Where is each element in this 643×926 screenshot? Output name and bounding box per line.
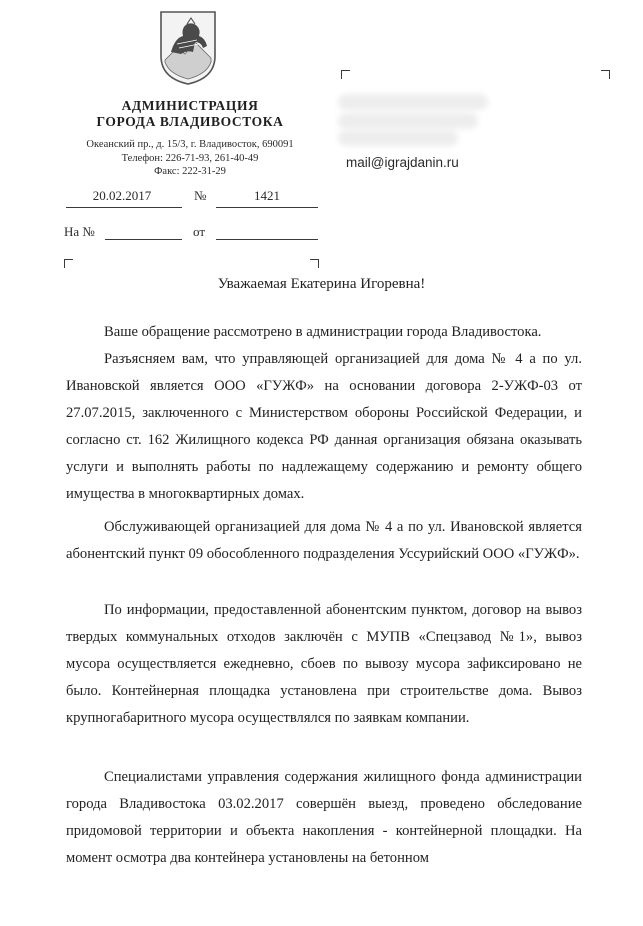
- address-corner-mark-left: [64, 259, 73, 268]
- reg-number-label: №: [194, 188, 207, 203]
- ref-from-underline: [216, 239, 318, 240]
- org-fax: Факс: 222-31-29: [154, 166, 226, 177]
- ref-number-label: На №: [64, 224, 95, 239]
- redacted-addressee-line: [338, 113, 478, 129]
- redacted-addressee-line: [338, 94, 488, 110]
- org-name-line1: АДМИНИСТРАЦИЯ: [121, 98, 259, 113]
- org-address: Океанский пр., д. 15/3, г. Владивосток, 690091: [86, 139, 294, 150]
- paragraph-4: По информации, предоставленной абонентским пунктом, договор на вывоз твердых коммунальных отходов заключён с МУПВ «Спецзавод №1», вывоз мусора осуществляется ежедневно, сбоев по вывозу мусора зафиксировано не было. Контейнерная площадка установлена при строительстве дома. Вывоз крупногабаритного мусора осуществлялся по заявкам компании.: [66, 602, 582, 726]
- addressee-corner-mark-right: [601, 70, 610, 79]
- address-corner-mark-right: [310, 259, 319, 268]
- reg-number: 1421: [254, 188, 280, 203]
- org-name-line2: ГОРОДА ВЛАДИВОСТОКА: [96, 114, 284, 129]
- reg-date-underline: [66, 207, 182, 208]
- paragraph-2: Разъясняем вам, что управляющей организацией для дома № 4 а по ул. Ивановской является ООО «ГУЖФ» на основании договора 2-УЖФ-03 от 27.07.2015, заключенного с Министерством обороны Российской Федерации, и согласно ст. 162 Жилищного кодекса РФ данная организация обязана оказывать услуги и выполнять работы по надлежащему содержанию и ремонту общего имущества в многоквартирных домах.: [66, 351, 582, 502]
- addressee-corner-mark-left: [341, 70, 350, 79]
- vladivostok-coat-of-arms-emblem: [157, 8, 219, 86]
- paragraph-5: Специалистами управления содержания жилищного фонда администрации города Владивостока 03.02.2017 совершён выезд, проведено обследование придомовой территории и объекта накопления - контейнерной площадки. На момент осмотра два контейнера установлены на бетонном: [66, 769, 582, 866]
- ref-number-underline: [105, 239, 182, 240]
- paragraph-3: Обслуживающей организацией для дома № 4 а по ул. Ивановской является абонентский пункт 09 обособленного подразделения Уссурийский ООО «ГУЖФ».: [66, 519, 582, 562]
- salutation: Уважаемая Екатерина Игоревна!: [217, 276, 426, 292]
- reg-number-underline: [216, 207, 318, 208]
- reg-date: 20.02.2017: [92, 188, 152, 203]
- redacted-addressee-line: [338, 130, 458, 146]
- paragraph-1: Ваше обращение рассмотрено в администрации города Владивостока.: [104, 324, 542, 340]
- addressee-email: mail@igrajdanin.ru: [346, 155, 459, 170]
- ref-from-label: от: [193, 224, 206, 239]
- org-phone: Телефон: 226-71-93, 261-40-49: [121, 153, 259, 164]
